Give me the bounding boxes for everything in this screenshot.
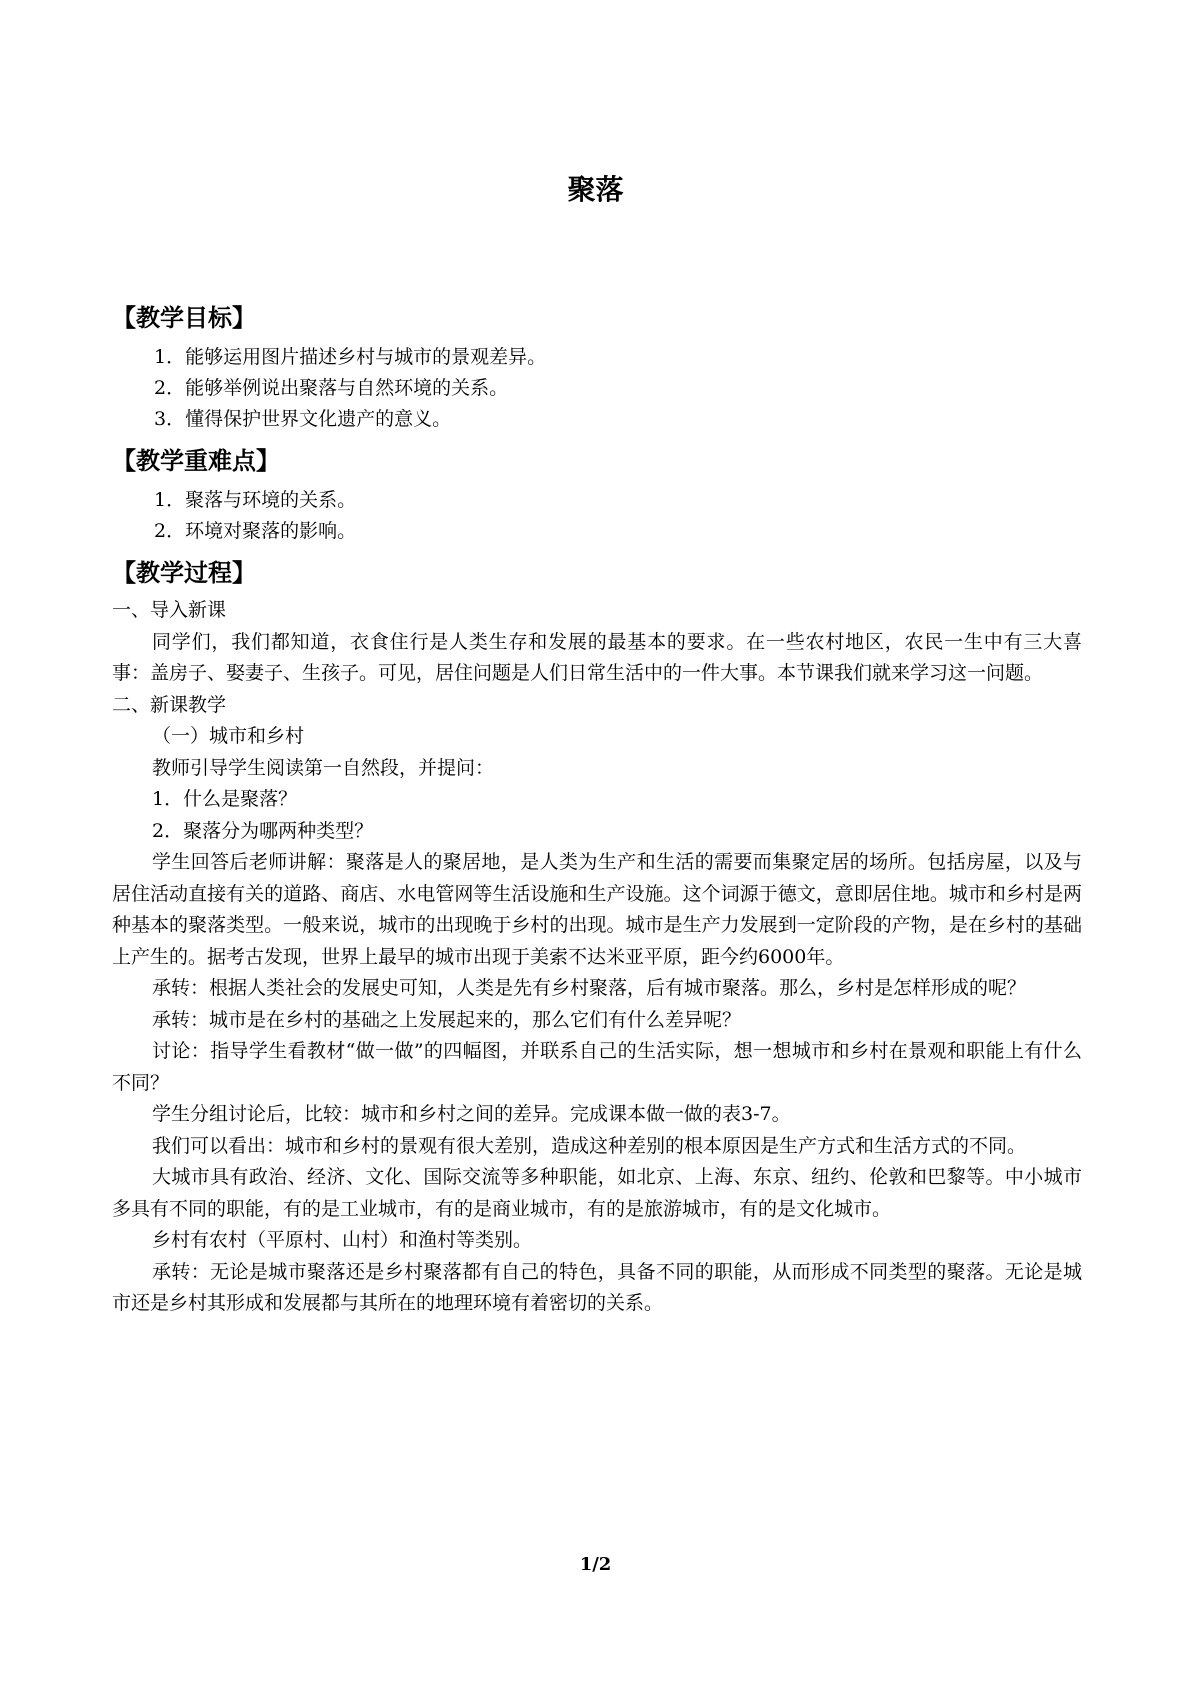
objectives-heading: 【教学目标】 [112, 303, 256, 332]
key-points-list [112, 485, 1082, 547]
paragraph-answer: 学生回答后老师讲解：聚落是人的聚居地，是人类为生产和生活的需要而集聚定居的场所。包括房屋，以及与居住活动直接有关的道路、商店、水电管网等生活设施和生产设施。这个词源于德文，意即居住地。城市和乡村是两种基本的聚落类型。一般来说，城市的出现晚于乡村的出现。城市是生产力发展到一定阶段的产物，是在乡村的基础上产生的。据考古发现，世界上最早的城市出现于美索不达米亚平原，距今约6000年。 [112, 851, 1082, 968]
paragraph-group: 学生分组讨论后，比较：城市和乡村之间的差异。完成课本做一做的表3-7。 [152, 1103, 791, 1125]
section-new-lesson-label: 二、新课教学 [112, 693, 227, 716]
list-item: 2．能够举例说出聚落与自然环境的关系。 [154, 377, 509, 399]
objectives-list [112, 342, 1082, 435]
paragraph-transition: 承转：城市是在乡村的基础之上发展起来的，那么它们有什么差异呢？ [152, 1008, 742, 1031]
paragraph-guide: 教师引导学生阅读第一自然段，并提问： [152, 756, 495, 779]
paragraph-big-city: 大城市具有政治、经济、文化、国际交流等多种职能，如北京、上海、东京、纽约、伦敦和巴黎等。中小城市多具有不同的职能，有的是工业城市，有的是商业城市，有的是旅游城市，有的是文化城市。 [112, 1166, 1082, 1220]
page-title: 聚落 [567, 173, 624, 206]
paragraph-village: 乡村有农村（平原村、山村）和渔村等类别。 [152, 1229, 533, 1251]
list-item: 2．环境对聚落的影响。 [154, 520, 357, 542]
question-item: 2．聚落分为哪两种类型？ [152, 819, 374, 842]
list-item: 1．聚落与环境的关系。 [154, 489, 357, 511]
paragraph-observation: 我们可以看出：城市和乡村的景观有很大差别，造成这种差别的根本原因是生产方式和生活方式的不同。 [152, 1134, 1027, 1157]
paragraph-intro: 同学们，我们都知道，衣食住行是人类生存和发展的最基本的要求。在一些农村地区，农民一生中有三大喜事：盖房子、娶妻子、生孩子。可见，居住问题是人们日常生活中的一件大事。本节课我们就来学习这一问题。 [112, 630, 1082, 684]
list-item: 3．懂得保护世界文化遗产的意义。 [154, 408, 452, 430]
question-item: 1．什么是聚落？ [152, 788, 298, 810]
key-points-heading: 【教学重难点】 [112, 446, 280, 475]
page-number: 1/2 [579, 1554, 612, 1575]
document-body [112, 300, 1082, 1320]
subsection-city-village: （一）城市和乡村 [152, 725, 305, 747]
section-intro-label: 一、导入新课 [112, 599, 227, 621]
paragraph-discussion: 讨论：指导学生看教材“做一做”的四幅图，并联系自己的生活实际，想一想城市和乡村在景观和职能上有什么不同？ [112, 1040, 1082, 1094]
paragraph-transition: 承转：无论是城市聚落还是乡村聚落都有自己的特色，具备不同的职能，从而形成不同类型的聚落。无论是城市还是乡村其形成和发展都与其所在的地理环境有着密切的关系。 [112, 1260, 1082, 1314]
paragraph-transition: 承转：根据人类社会的发展史可知，人类是先有乡村聚落，后有城市聚落。那么，乡村是怎样形成的呢？ [152, 977, 1027, 999]
process-heading: 【教学过程】 [112, 558, 256, 587]
list-item: 1．能够运用图片描述乡村与城市的景观差异。 [154, 346, 547, 368]
